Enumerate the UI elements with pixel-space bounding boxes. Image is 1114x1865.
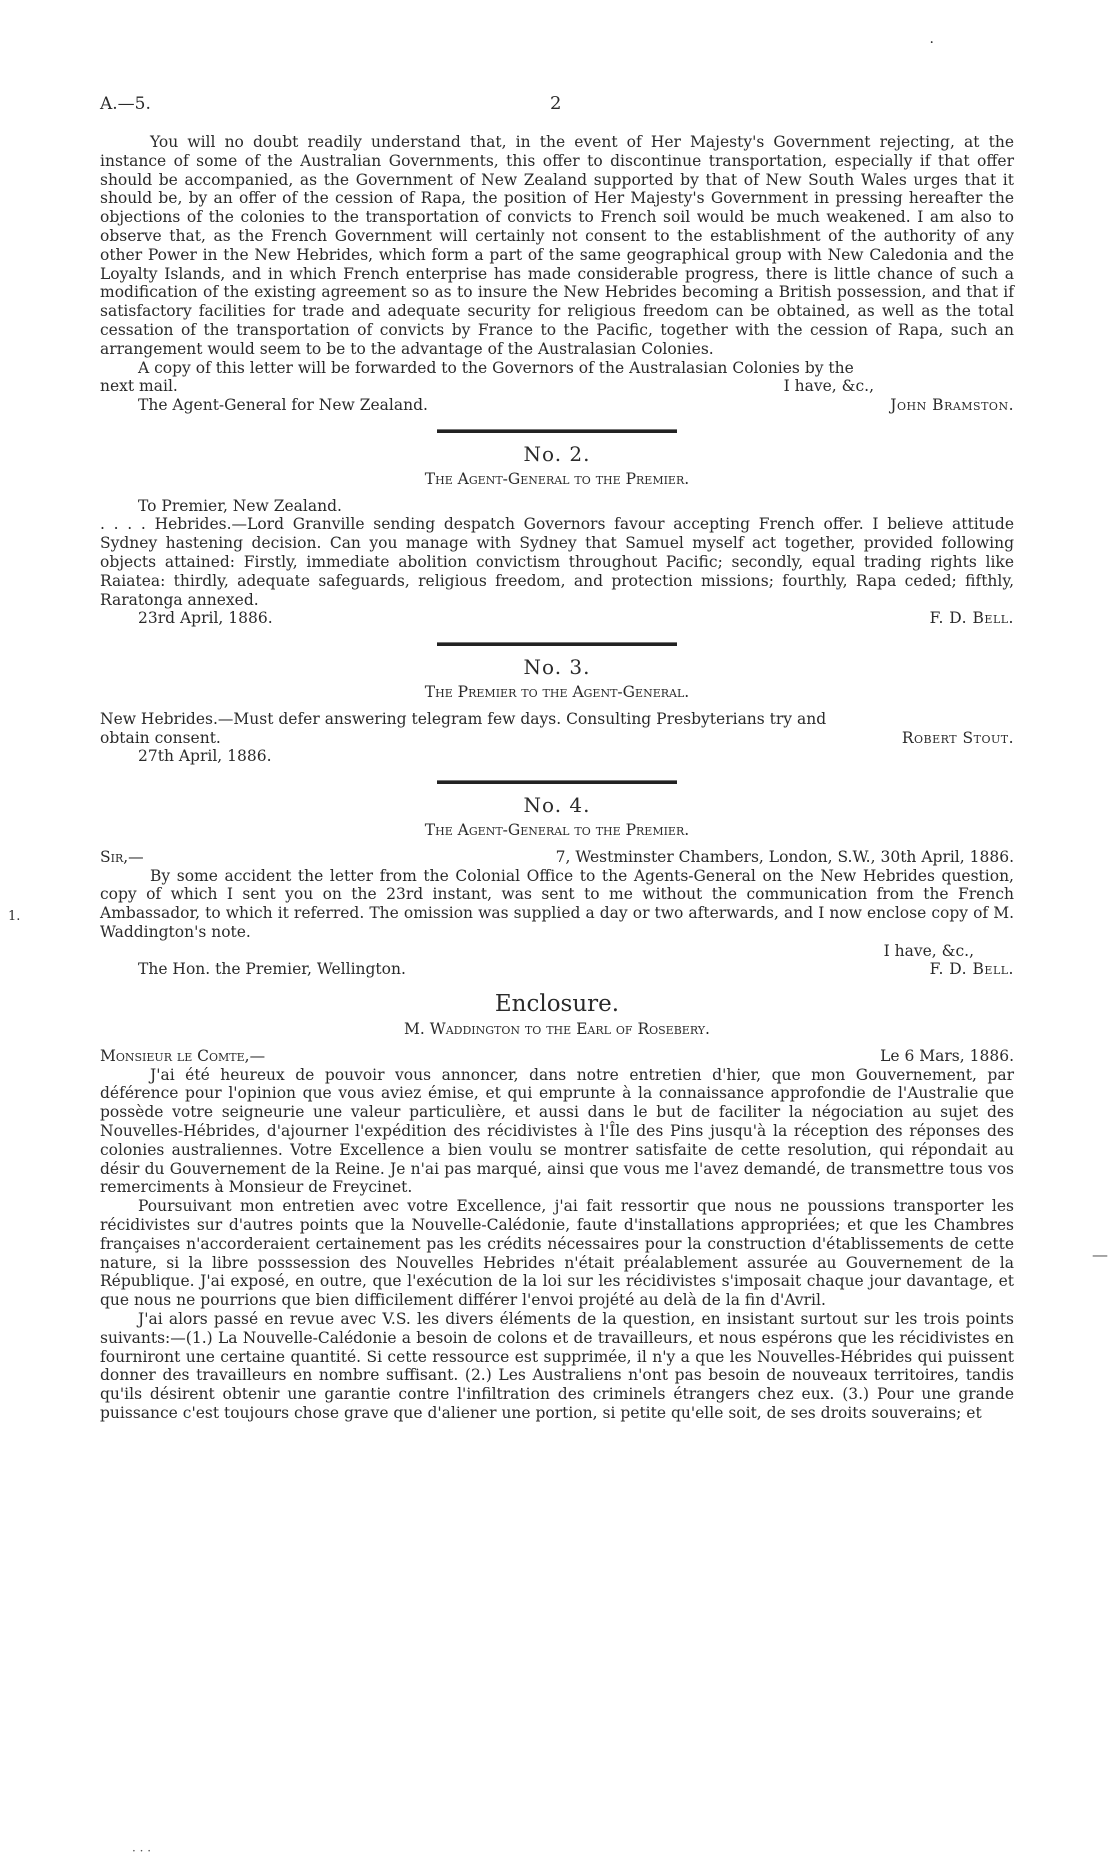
page-number: 2 (550, 93, 562, 114)
recipient-line: To Premier, New Zealand. (138, 496, 342, 515)
signature: Robert Stout. (901, 728, 1014, 747)
margin-note: 1. (8, 909, 21, 925)
enclosure-subtitle: M. Waddington to the Earl of Rosebery. (404, 1020, 710, 1039)
signature: F. D. Bell. (929, 960, 1014, 979)
intro-paragraph: You will no doubt readily understand that, in the event of Her Majesty's Government rejecting, at the instance of some of the Australian Governments, this offer to discontinue transportation, especially if that offer should be accompanied, as the Government of New Zealand supported by that of New South Wales urges that it should be, by an offer of the cession of Rapa, the position of Her Majesty's Government in pressing hereafter the objections of the colonies to the transportation of convicts to French soil would be much weakened. I am also to observe that, as the French Government will certainly not consent to the establishment of the authority of any other Power in the New Hebrides, which form a part of the same geographical group with New Caledonia and the Loyalty Islands, and in which French enterprise has made considerable progress, there is little chance of such a modification of the existing agreement so as to insure the New Hebrides becoming a British possession, and that if satisfactory facilities for trade and adequate security for religious freedom can be obtained, as well as the total cessation of the transportation of convicts by France to the Pacific, together with the cession of Rapa, such an arrangement would seem to be to the advantage of the Australasian Colonies. (100, 133, 1014, 358)
section-heading: No. 4. (523, 793, 591, 818)
divider-rule (437, 642, 677, 646)
salutation-date-row (100, 1047, 1014, 1066)
date: 23rd April, 1886. (138, 609, 273, 628)
closing-formula: I have, &c., (783, 377, 874, 396)
section-heading: No. 3. (523, 655, 591, 680)
intro-closing-row (100, 377, 1014, 396)
enclosure-paragraph: Poursuivant mon entretien avec votre Excellence, j'ai fait ressortir que nous ne poussions transporter les récidivistes sur d'autres points que la Nouvelle-Calédonie, faute d'installations appropriées; et que les Chambres françaises n'accorderaient certainement pas les crédits nécessaires pour la construction d'établissements de cette nature, si la libre posssession des Nouvelles Hebrides n'était préalablement assurée au Gouvernement de la République. J'ai exposé, en outre, que l'exécution de la loi sur les récidivistes s'imposait chaque jour davantage, et que nous ne pourrions que bien difficilement différer l'envoi projété au delà de la fin d'Avril. (100, 1197, 1014, 1310)
closing-row (100, 942, 1014, 961)
page-header (100, 95, 1014, 123)
letter-body: By some accident the letter from the Colonial Office to the Agents-General on the New Hebrides question, copy of which I sent you on the 23rd instant, was sent to me without the communication from the French Ambassador, to which it referred. The omission was supplied a day or two afterwards, and I now enclose copy of M. Waddington's note. (100, 866, 1014, 941)
salutation: Sir,— (100, 847, 144, 866)
enclosure-section (100, 991, 1014, 1423)
right-edge-mark: — (1092, 1245, 1108, 1264)
intro-letter (100, 133, 1014, 415)
intro-paragraph-copy: A copy of this letter will be forwarded to the Governors of the Australasian Colonies by the (138, 358, 854, 377)
telegram-body: . . . . Hebrides.—Lord Granville sending despatch Governors favour accepting French offer. I believe attitude Sydney hastening decision. Can you manage with Sydney that Samuel myself act together, provided following objects attained: Firstly, immediate abolition convictism throughout Pacific; secondly, equal trading rights like Raiatea: thirdly, adequate safeguards, religious freedom, and protection missions; fourthly, Rapa ceded; fifthly, Raratonga annexed. (100, 515, 1014, 609)
divider-rule (437, 429, 677, 433)
enclosure-paragraph: J'ai été heureux de pouvoir vous annoncer, dans notre entretien d'hier, que mon Gouvernement, par déférence pour l'opinion que vous aviez émise, et qui emprunte à la connaissance approfondie de l'Australie que possède votre seigneurie une valeur particulière, et aussi dans le but de faciliter la négociation au sujet des Nouvelles-Hébrides, d'ajourner l'expédition des récidivistes à l'Île des Pins jusqu'à la réception des réponses des colonies australiennes. Votre Excellence a bien voulu se montrer satisfaite de cette resolution, qui répondait au désir du Gouvernement de la Reine. Je n'ai pas marqué, ainsi que vous me l'avez demandé, de transmettre tous vos remerciments à Monsieur de Freycinet. (100, 1065, 1014, 1197)
section-subtitle: The Premier to the Agent-General. (424, 682, 690, 701)
enclosure-paragraph: J'ai alors passé en revue avec V.S. les divers éléments de la question, en insistant surtout sur les trois points suivants:—(1.) La Nouvelle-Calédonie a besoin de colons et de travailleurs, et nous espérons que les récidivistes en fourniront une certaine quantité. Si cette ressource est supprimée, il n'y a que les Nouvelles-Hébrides qui puissent donner des travailleurs en nombre suffisant. (2.) Les Australiens n'ont pas besoin de nouveaux territoires, tandis qu'ils désirent obtenir une garantie contre l'infiltration des criminels étrangers chez eux. (3.) Pour une grande puissance c'est toujours chose grave que d'aliener une portion, si petite qu'elle soit, de ses droits souverains; et (100, 1310, 1014, 1423)
section-subtitle: The Agent-General to the Premier. (424, 820, 690, 839)
signature: F. D. Bell. (929, 609, 1014, 628)
addressee: The Agent-General for New Zealand. (138, 396, 428, 415)
intro-signature-row (100, 396, 1014, 415)
addressee: The Hon. the Premier, Wellington. (138, 960, 406, 979)
date: Le 6 Mars, 1886. (880, 1046, 1014, 1065)
section-heading: No. 2. (523, 441, 591, 466)
salutation-address-row (100, 848, 1014, 867)
top-right-speck: · (929, 35, 934, 51)
salutation: Monsieur le Comte,— (100, 1046, 266, 1065)
signature: John Bramston. (890, 396, 1014, 415)
section-no-4 (8, 793, 1014, 979)
date: 27th April, 1886. (138, 747, 272, 766)
section-no-2 (100, 441, 1014, 628)
next-mail-text: next mail. (100, 377, 178, 396)
sender-address: 7, Westminster Chambers, London, S.W., 30th April, 1886. (555, 847, 1014, 866)
enclosure-heading: Enclosure. (494, 991, 620, 1018)
document-reference: A.—5. (100, 94, 151, 114)
date-signature-row (100, 609, 1014, 628)
telegram-body: New Hebrides.—Must defer answering telegram few days. Consulting Presbyterians try and (100, 709, 827, 728)
divider-rule (437, 780, 677, 784)
closing-formula: I have, &c., (883, 941, 974, 960)
consent-signature-row (100, 729, 1014, 748)
bottom-left-specks: · · · (132, 1844, 152, 1858)
section-no-3 (100, 655, 1014, 766)
signature-row (100, 960, 1014, 979)
section-subtitle: The Agent-General to the Premier. (424, 469, 690, 488)
telegram-body-continued: obtain consent. (100, 728, 221, 747)
